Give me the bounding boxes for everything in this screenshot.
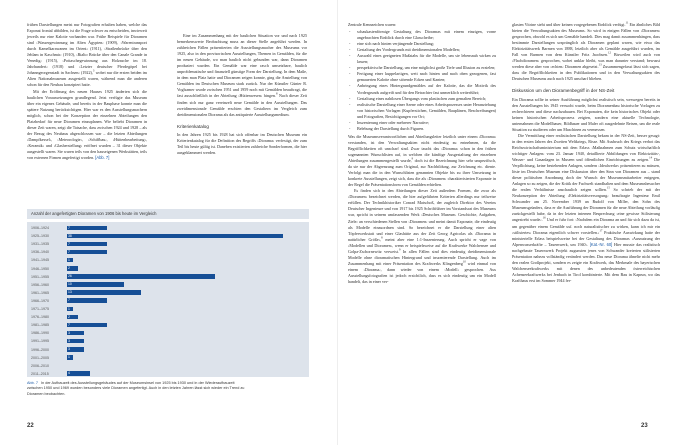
criteria-list-item: - realistische Darstellung einer Szene oder eines Arbeitsprozesses unter Heranziehung von historischen Vorlagen (Kupferstichen, Gemälden, Bauplänen, Beschreibungen) und Fotografien, Besichtigungen vor Ort; bbox=[357, 102, 496, 120]
bar-value-label: 13 bbox=[68, 290, 72, 295]
chart-row bbox=[27, 329, 309, 337]
bar-value-label: 7 bbox=[68, 249, 70, 254]
category-tick-label: 2001–2005 bbox=[31, 355, 49, 360]
bar bbox=[67, 307, 73, 312]
footnote-ref: 16 bbox=[542, 216, 546, 221]
bar-value-label: 1 bbox=[68, 355, 70, 360]
paragraph: In den Jahren 1925 bis 1928 hat sich offenbar im Deutschen Museum ein Kriterienkatalog für die Definition des Begriffs ›Diorama‹ verfestigt, der zum Teil bis heute gültig ist. Daneben existierten zahlreiche Sonderformen, die hier ausgeklammert werden. bbox=[177, 131, 307, 155]
bar-value-label: 38 bbox=[68, 233, 72, 238]
bar-value-label: 7 bbox=[68, 241, 70, 246]
bar-value-label: 2 bbox=[68, 314, 70, 319]
footnote-ref: 8 bbox=[275, 92, 278, 97]
bar bbox=[67, 234, 283, 239]
right-column-2 bbox=[512, 22, 660, 284]
paragraph: Die Vermittlung einer realistischen Darstellung bekam in der NS-Zeit, besser gesagt: in den ersten Jahren des Zweiten Weltkriegs, Risse. Mit Ausbruch des Kriegs verbot das Reichswirtschaftsministerium mit dem Erlass ›Maßnahmen zum Schutz wirtschaftlich wichtiger Anlagen‹ vom 23. Januar 1940, detaillierte Abbildungen von Elektrizitäts-, Wasser- und Gasanlagen in Museen und öffentlichen Einrichtungen zu zeigen.$^{14}$ Die Verpflichtung, keine bestehenden Anlagen, sondern ›Idealwerke‹ präsentieren zu müssen, löste im Deutschen Museum eine Diskussion über den Sinn von Dioramen aus – stand dieser politischen Anordnung doch der Wunsch der Museumsmitarbeiter entgegen, Anlagen so zu zeigen, die der Kritik der Fachwelt standhalten und dem Museumsbesucher die realen Verhältnisse anschaulich zeigen sollten.$^{15}$ So schrieb der mit der Neukonzeption der Abteilung ›Elektrizitätsversorgung‹ beauftragte Ingenieur Emil Schwander am 25. November 1939 an Rudolf von Miller, den Sohn des Museumsgründers, dass er die Ausführung der Dioramen für die neue Abteilung vorläufig zurückgestellt habe, da in der letzten internen Besprechung ›eine gewisse Stilisierung angestrebt wurde‹.$^{16}$ Und er fuhr fort: ›Nachdem ein Diorama an und für sich dazu da ist, um gegenüber einem Gemälde usf. noch naturalistischer zu wirken, kann ich mir ein ›stilisiertes‹ Diorama eigentlich schwer vorstellen.‹$^{17}$ Praktische Auswirkung hatte der ministerielle Erlass beispielsweise bei der Gestaltung des Dioramas ›Ausnutzung der Alpenwasserkräfte – Tauernwerk, um 1940‹. [Kat.-Nr. 60] Hier musste das realistisch nachgebaute Tauernwerk Projekt zugunsten jenes von Schwander kreierten stilisierten Präsentation nahezu vollständig verändert werden. Das neue Diorama ähnelte nicht mehr den realen Großprojekt, sondern es zeigte ein Kraftwerk, das Merkmale des bayerischen Walchenseekraftwerks mit denen des unbedeutenden österreichischen Achenseekraftwerks bei Jenbach in Tirol kombinierte. Mit dem Bau in Kaprun, wo das Krafthaus erst im Sommer 1944 fer- bbox=[512, 132, 661, 283]
caption-text: In der Aufbauzeit des Ausstellungsgebäudes auf der Museumsinsel von 1925 bis 1930 und in der Wiederaufbauzeit zwischen 1950 und 1969 wurden besonders viele Dioramen angefertigt. Auch in den letzten Jahren lässt sich wieder ein Trend zu Dioramen beobachten. bbox=[27, 381, 245, 396]
criteria-list-item: - Auswahl eines geeigneten Maßstabs für die Modelle, um sie lebensnah wirken zu lassen; bbox=[357, 53, 496, 65]
paragraph: frühen Darstellungen meist nur Fotografien erhalten haben, welche das Exponat frontal abbilden, ist die Frage schwer zu entscheiden, inwieweit jeweils nur eine Kalotte vorhanden war. Frühe Beispiele für Dioramen sind ›Wassergewinnung im Alten Ägypten‹ (1909), ›Warentransport durch Kamelkarawanen im Orient‹ (1911), ›Straßenbrücke über den Jehlam in Kaschmir‹ (1910), ›Rialto Brücke über den Canale Grande in Venedig‹ (1915), ›Pottaschegewinnung aus Holzasche im 18. Jahrhundert‹ (1918) und ›Letzter deutscher Pferdegöpel bei Johanngeorgenstadt in Sachsen‹ (1922),$^3$ wobei nur die ersten beiden im Alten Nationalmuseum ausgestellt waren, während man die anderen schon für den Neubau konzipiert hatte. bbox=[27, 22, 147, 88]
figure-reference-link[interactable]: [Abb. 7] bbox=[95, 155, 110, 161]
bar bbox=[67, 355, 73, 360]
footnote-ref: 14 bbox=[649, 155, 653, 160]
bar bbox=[67, 258, 73, 263]
footnote-ref: 17 bbox=[599, 228, 603, 233]
footnote-ref: 9 bbox=[398, 247, 401, 252]
chart-title: Anzahl der angefertigten Dioramen von 1906 bis heute im Vergleich bbox=[27, 209, 309, 219]
dioramas-bar-chart bbox=[27, 209, 309, 377]
bar bbox=[67, 315, 78, 320]
page-left bbox=[0, 0, 337, 445]
bar-value-label: 7 bbox=[68, 322, 70, 327]
bar bbox=[67, 290, 141, 295]
bar bbox=[67, 250, 107, 255]
bar-value-label: 3 bbox=[68, 330, 70, 335]
bar-value-label: 4 bbox=[68, 371, 70, 376]
chart-row bbox=[27, 248, 309, 256]
chart-row bbox=[27, 240, 309, 248]
category-tick-label: 1956–1960 bbox=[31, 282, 49, 287]
category-tick-label: 2011–2015 bbox=[31, 371, 49, 376]
section-heading: Kriterienkatalog bbox=[177, 123, 209, 129]
footnote-ref: 11 bbox=[625, 20, 629, 25]
page-right bbox=[338, 0, 675, 445]
footnote-ref: 13 bbox=[598, 62, 602, 67]
bar bbox=[67, 226, 107, 231]
criteria-list-item: - perspektivische Darstellung, um eine möglichst große Tiefe und Illusion zu erzielen; bbox=[357, 65, 496, 71]
right-column-1 bbox=[348, 22, 496, 285]
chart-row bbox=[27, 321, 309, 329]
bar-value-label: 3 bbox=[68, 338, 70, 343]
bar-value-label: 2 bbox=[68, 266, 70, 270]
bar bbox=[67, 282, 124, 287]
chart-row bbox=[27, 256, 309, 264]
chart-row bbox=[27, 354, 309, 362]
bar-value-label: 26 bbox=[68, 274, 72, 279]
chart-row bbox=[27, 289, 309, 297]
bar-value-label: 1 bbox=[68, 257, 70, 262]
section-heading: Diskussion um den Dioramenbegriff in der NS-Zeit bbox=[512, 88, 615, 94]
bar bbox=[67, 339, 84, 344]
chart-row bbox=[27, 232, 309, 240]
footnote-ref: 9 bbox=[411, 156, 414, 161]
bar bbox=[67, 242, 107, 247]
criteria-list-item: - eine sich nach hinten verjüngende Darstellung; bbox=[357, 41, 496, 47]
category-tick-label: 1936–1940 bbox=[31, 250, 49, 255]
category-tick-label: 1946–1950 bbox=[31, 266, 49, 271]
criteria-list-item: - Gestaltung eines nahtlosen Übergangs vom plastischen zum gemalten Bereich; bbox=[357, 96, 496, 102]
category-tick-label: 1941–1945 bbox=[31, 258, 49, 263]
category-tick-label: 1976–1980 bbox=[31, 315, 49, 320]
category-tick-label: 1931–1935 bbox=[31, 242, 49, 247]
chart-row bbox=[27, 362, 309, 370]
list-intro: Zentrale Kennzeichen waren: bbox=[348, 22, 397, 27]
category-tick-label: 1991–1995 bbox=[31, 339, 49, 344]
chart-row bbox=[27, 305, 309, 313]
paragraph: Es finden sich in den Abteilungen dieser Zeit außerdem Formen, die zwar als ›Dioramen‹ bezeichnet werden, die hier aufgeführten Kriterien allerdings nur teilweise erfüllen. Der Technikhistoriker Conrad Matschoß, der zugleich Direktor des Vereins Deutscher Ingenieure und von 1917 bis 1925 Schriftführer im Vorstandsrat des Museums war, spricht in seinem umfassenden Werk ›Deutsches Museum. Geschichte, Aufgaben, Ziele‹ an verschiedenen Stellen von ›Dioramen‹ und meint damit Exponate, die eindeutig als Modelle einzuordnen sind. So bezeichnet er die Darstellung einer alten Töpferwerkstatt und einer Glashütte aus der Zeit Georg Agricolas als ›Diorama in natürlicher Größe‹,$^8$ meint aber eine 1:1-Inszenierung. Auch spricht er vage von ›Modellen und Dioramen‹, wenn er beispielsweise auf die Kraftwerke Walchensee und Golpa-Zschornewitz verweist.$^9$ In allen Fällen sind dies eindeutig dreidimensionale Modelle ohne dioramatischen Hintergrund und inszenierende Darstellung. Auch im Zusammenhang mit einer Präsentation des Kraftwerks Klingenberg$^{10}$ wird einmal von einem ›Diorama‹, dann wieder von einem ›Modell‹ gesprochen. Aus Ausstellungsfotografien ist jedoch ersichtlich, dass es sich eindeutig um ein Modell handelt, das in einer ver- bbox=[348, 188, 496, 284]
left-column-2 bbox=[177, 33, 307, 156]
footnote-ref: 10 bbox=[462, 259, 466, 264]
category-tick-label: 1961–1965 bbox=[31, 290, 49, 295]
paragraph: Eine im Zusammenhang mit der baulichen Situation vor und nach 1925 bemerkenswerte Beobachtung muss an dieser Stelle angeführt werden. In zahlreichen Fällen präsentierten die Ausstellungsmacher des Museums vor 1925, also in den provisorischen Ausstellungen, Themen in Gemälden, für die im neuen Gebäude, wo man baulich nicht gebunden war, dann Dioramen produziert wurden. Ein Gemälde war eine rasch umsetzbare, baulich unproblematische und finanziell günstige Form der Darstellung. In dem Maße, in dem man Platz hatte und Dioramen zeigen konnte, ging die Anstellung von Gemälden im Deutschen Museum stark zurück. Nur der Künstler Günter R. Voglsamer wurde zwischen 1951 und 1959 noch mit Gemälden beauftragt, die fast ausschließlich in der Abteilung ›Hüttenwesen‹ hingen.$^8$ Nach dieser Zeit finden sich nur ganz vereinzelt neue Gemälde in den Ausstellungen. Das zweidimensionale Gemälde erschien den Gestaltern im Vergleich zum dreidimensionalen Diorama als das antiquierte Ausstellungsmedium. bbox=[177, 33, 307, 117]
bar-value-label: 10 bbox=[68, 282, 72, 287]
category-tick-label: 1971–1975 bbox=[31, 307, 49, 311]
left-column-1 bbox=[27, 22, 147, 161]
paragraph: Ein Diorama sollte in seiner Ausführung möglichst realistisch sein, weswegen bereits in den Ausstellungen bis 1945 versucht wurde, beim Dioramenbau historische Vorlagen zu recherchieren und diese nachzubauen. Bei Exponaten, die kein historisches Objekt oder keinen historischen Arbeitsprozess zeigten, sondern eine aktuelle Technologie, unternahmen die Modellbauer, Bildhauer und Maler oft ausgedehnte Reisen, um die reale Situation zu studieren oder um Maschinen zu vermessen. bbox=[512, 96, 660, 132]
chart-row bbox=[27, 273, 309, 281]
bar-value-label: 1 bbox=[68, 306, 70, 311]
footnote-ref: 12 bbox=[608, 50, 611, 55]
page-number-right: 23 bbox=[641, 423, 648, 429]
paragraph: glasten Vitrine steht und über keinen vorgegebenen Einblick verfügt.$^{11}$ Ein ähnliches Bild bieten die Verwaltungsakten des Museums. So wird in einigen Fällen von ›Dioramen‹ gesprochen, obwohl es sich um Gemälde handelt. Dies mag damit zusammenhängen, dass bestimmte Darstellungen ursprünglich als Dioramen geplant waren, wie etwa das Elektrizitätswerk Barmen von 1888, letztlich aber als Gemälde ausgeführt wurden, im Fall von Barmen von dem Künstler Fritz Jacobsen.$^{12}$ Bisweilen wird auch von ›Flachdioramen‹ gesprochen, wobei unklar bleibt, was man darunter verstand; bewusst werden diese aber von ›echten‹ Dioramen abgesetzt.$^{13}$ Zusammengefasst lässt sich sagen, dass die Begrifflichkeiten in den Publikationen und in den Verwaltungsakten des Deutschen Museums auch nach 1925 unscharf blieben. bbox=[512, 20, 661, 82]
figure-caption bbox=[27, 381, 249, 397]
footnote-ref: 8 bbox=[381, 235, 383, 240]
chart-row bbox=[27, 313, 309, 321]
category-tick-label: 1951–1955 bbox=[31, 274, 49, 279]
bar-value-label: 7 bbox=[68, 298, 70, 303]
bar bbox=[67, 331, 84, 336]
criteria-list bbox=[348, 29, 496, 132]
bar bbox=[67, 266, 78, 271]
page-number-left: 22 bbox=[27, 423, 34, 429]
bar bbox=[67, 323, 107, 328]
figure-label: Abb. 7 bbox=[27, 381, 38, 385]
criteria-list-item: - schaukastenförmige Gestaltung des Dioramas mit einem einzigen, vorne angebrachten Einblick durch eine Glasscheibe; bbox=[357, 29, 496, 41]
bar bbox=[67, 274, 215, 279]
criteria-list-item: - Anbringung eines Hintergrundgemäldes auf der Kalotte, das die Motivik des Vordergrunds aufgreift und für den Betrachter fast unmerklich weiterführt; bbox=[357, 83, 496, 95]
chart-plot-area bbox=[27, 222, 309, 377]
criteria-list-item: - Fertigung einer kuppelartigen, weit nach hinten und nach oben gezogenen, fast gemauerten Kalotte ohne störende Ecken und Kanten; bbox=[357, 71, 496, 83]
criteria-list-item: - Belebung der Darstellung durch Figuren. bbox=[357, 126, 496, 132]
chart-row bbox=[27, 337, 309, 345]
category-tick-label: 1925–1930 bbox=[31, 234, 49, 239]
bar bbox=[67, 298, 107, 303]
chart-row bbox=[27, 224, 309, 232]
category-tick-label: 2006–2010 bbox=[31, 363, 49, 368]
bar-value-label: 7 bbox=[68, 225, 70, 230]
bar-value-label: 3 bbox=[68, 347, 70, 351]
chart-row bbox=[27, 297, 309, 305]
bar bbox=[67, 371, 90, 376]
criteria-list-item: - Gestaltung des Vordergrunds mit dreidimensionalen Modellen; bbox=[357, 47, 496, 53]
footnote-ref: 3 bbox=[92, 69, 95, 74]
paragraph: Mit der Eröffnung des neuen Hauses 1925 änderten sich die baulichen Voraussetzungen grundlegend. Jetzt verfügte das Museum über ein eigenes Gebäude, und bereits in der Bauphase konnte man die spätere Nutzung berücksichtigen. Hier war es den Ausstellungsmachern möglich, schon bei der Konzeption der einzelnen Abteilungen den Platzbedarf für neue Dioramen einzuplanen. Wie beliebt Dioramen in dieser Zeit waren, zeigt die Tatsache, dass zwischen 1924 und 1928 – als der Bezug des Neubaus abgeschlossen war – die letzten Abteilungen ›Dampfkessel‹, ›Meteorologie‹, ›Schiffbau‹, ›Hüttenbearbeitung‹, ›Keramik‹ und ›Glasherstellung‹ eröffnet wurden – 31 dieser Objekte ausgestellt waren. Sie waren teils von den hauseigenen Werkstätten, teils von externen Firmen angefertigt worden. [Abb. 7] bbox=[27, 88, 147, 161]
category-tick-label: 1986–1990 bbox=[31, 331, 49, 336]
paragraph: Was die Museumsverantwortlichen und Abteilungsleiter letztlich unter einem ›Diorama‹ verstanden, ist den Verwaltungsakten nicht eindeutig zu entnehmen, da die Begrifflichkeiten oft unscharf sind. Zwar taucht das ›Diorama‹ schon in den frühen sogenannten Wunschlisten auf, in welchen die künftige Ausgestaltung der einzelnen Abteilungen zusammengestellt wurde,$^9$ doch ist die Bezeichnung hier sehr unspezifisch, da sie nur der Abgrenzung zum Original, zur Nachbildung, zur Zeichnung etc. diente. Verfolgt man die in den Wunschlisten genannten Objekte bis zu ihrer Umsetzung in konkrete Ausstellungen, zeigt sich, dass die als ›Dioramen‹ charakterisierten Exponate in der Regel die Präsentationsform von Gemälden erhielten. bbox=[348, 133, 496, 188]
category-tick-label: 1981–1985 bbox=[31, 323, 49, 328]
criteria-list-item: - Inszenierung einer oder mehrerer Narrative; bbox=[357, 120, 496, 126]
catalog-reference-link[interactable]: [Kat.-Nr. 60] bbox=[589, 241, 613, 247]
chart-row bbox=[27, 265, 309, 273]
bar bbox=[67, 347, 84, 352]
category-tick-label: 1966–1970 bbox=[31, 298, 49, 303]
chart-row bbox=[27, 346, 309, 354]
chart-row bbox=[27, 281, 309, 289]
category-tick-label: 1996–2000 bbox=[31, 347, 49, 352]
category-tick-label: 1906–1924 bbox=[31, 226, 49, 230]
footnote-ref: 15 bbox=[606, 185, 610, 190]
chart-row bbox=[27, 370, 309, 378]
